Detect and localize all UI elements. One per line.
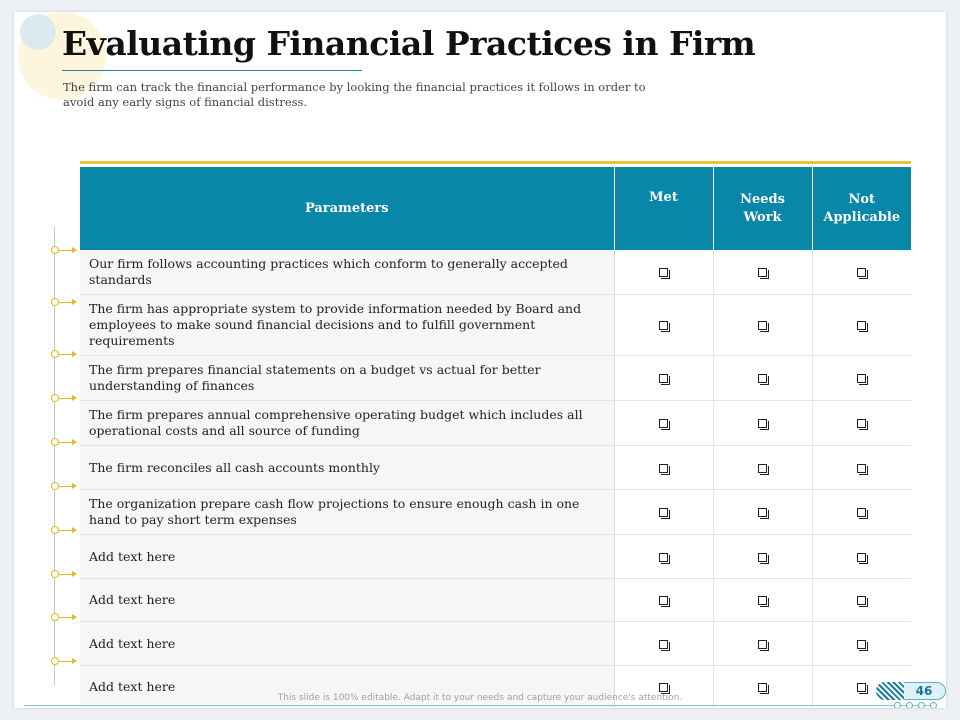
- parameter-cell: Add text here: [80, 535, 614, 579]
- table-row: [80, 535, 911, 579]
- page-hatch-decor: [876, 682, 904, 700]
- slide: [14, 12, 946, 708]
- header-parameters: Parameters: [80, 167, 614, 250]
- decor-circle-small: [20, 14, 56, 50]
- checkbox-cell-needs-work: [713, 490, 812, 535]
- arrow-connector-icon: [51, 526, 81, 534]
- checkbox-icon[interactable]: [659, 508, 668, 517]
- parameter-cell: The firm reconciles all cash accounts monthly: [80, 446, 614, 490]
- header-needs-work: [713, 167, 812, 250]
- practices-table: [80, 167, 911, 708]
- table-row: [80, 401, 911, 446]
- subtitle: The firm can track the financial performance by looking the financial practices it follows in order to avoid any early signs of financial distress.: [63, 80, 646, 109]
- checkbox-icon[interactable]: [857, 268, 866, 277]
- checkbox-cell-met: [614, 446, 713, 490]
- checkbox-cell-not-applicable: [812, 579, 911, 622]
- checkbox-cell-met: [614, 490, 713, 535]
- table-row: [80, 446, 911, 490]
- checkbox-cell-met: [614, 356, 713, 401]
- arrow-connector-icon: [51, 350, 81, 358]
- page-dots-decor: [892, 702, 944, 708]
- checkbox-icon[interactable]: [758, 321, 767, 330]
- table-row: [80, 356, 911, 401]
- checkbox-icon[interactable]: [659, 596, 668, 605]
- page-number: 46: [915, 684, 933, 698]
- footer-line: [24, 705, 934, 706]
- checkbox-cell-met: [614, 295, 713, 356]
- checkbox-cell-not-applicable: [812, 356, 911, 401]
- checkbox-icon[interactable]: [857, 464, 866, 473]
- parameter-cell: Add text here: [80, 666, 614, 709]
- checkbox-cell-needs-work: [713, 446, 812, 490]
- checkbox-cell-not-applicable: [812, 446, 911, 490]
- arrow-connector-icon: [51, 298, 81, 306]
- checkbox-icon[interactable]: [659, 268, 668, 277]
- checkbox-icon[interactable]: [659, 553, 668, 562]
- checkbox-cell-met: [614, 401, 713, 446]
- parameter-cell: The firm prepares financial statements on a budget vs actual for better understanding of finances: [80, 356, 614, 401]
- header-needs-work-label: Needs Work: [740, 191, 785, 225]
- arrow-connector-icon: [51, 482, 81, 490]
- checkbox-icon[interactable]: [758, 374, 767, 383]
- checkbox-cell-not-applicable: [812, 535, 911, 579]
- checkbox-cell-not-applicable: [812, 490, 911, 535]
- checkbox-cell-needs-work: [713, 295, 812, 356]
- checkbox-icon[interactable]: [857, 374, 866, 383]
- parameter-cell: The firm prepares annual comprehensive operating budget which includes all operational costs and all source of funding: [80, 401, 614, 446]
- checkbox-icon[interactable]: [857, 419, 866, 428]
- checkbox-cell-not-applicable: [812, 295, 911, 356]
- checkbox-icon[interactable]: [857, 640, 866, 649]
- table-row: [80, 579, 911, 622]
- checkbox-icon[interactable]: [758, 596, 767, 605]
- checkbox-icon[interactable]: [758, 553, 767, 562]
- checkbox-icon[interactable]: [659, 683, 668, 692]
- checkbox-icon[interactable]: [758, 640, 767, 649]
- checkbox-icon[interactable]: [659, 321, 668, 330]
- checkbox-icon[interactable]: [758, 683, 767, 692]
- checkbox-cell-met: [614, 579, 713, 622]
- parameter-cell: The organization prepare cash flow projections to ensure enough cash in one hand to pay short term expenses: [80, 490, 614, 535]
- table-row: [80, 490, 911, 535]
- checkbox-icon[interactable]: [758, 419, 767, 428]
- checkbox-cell-met: [614, 535, 713, 579]
- accent-bar: [80, 161, 911, 164]
- table-header-row: [80, 167, 911, 250]
- footer-note: This slide is 100% editable. Adapt it to your needs and capture your audience's attention.: [277, 693, 683, 703]
- checkbox-icon[interactable]: [758, 508, 767, 517]
- table-row: [80, 622, 911, 666]
- arrow-connector-icon: [51, 394, 81, 402]
- header-met: Met: [614, 167, 713, 250]
- checkbox-icon[interactable]: [659, 464, 668, 473]
- arrow-connector-icon: [51, 613, 81, 621]
- checkbox-cell-met: [614, 250, 713, 295]
- checkbox-cell-met: [614, 622, 713, 666]
- parameter-cell: Add text here: [80, 579, 614, 622]
- checkbox-icon[interactable]: [659, 374, 668, 383]
- checkbox-cell-needs-work: [713, 401, 812, 446]
- parameter-cell: Add text here: [80, 622, 614, 666]
- checkbox-cell-not-applicable: [812, 250, 911, 295]
- parameter-cell: The firm has appropriate system to provide information needed by Board and employees to make sound financial decisions and to fulfill government requirements: [80, 295, 614, 356]
- arrow-connector-icon: [51, 246, 81, 254]
- checkbox-cell-needs-work: [713, 622, 812, 666]
- checkbox-icon[interactable]: [758, 464, 767, 473]
- checkbox-icon[interactable]: [857, 321, 866, 330]
- checkbox-cell-not-applicable: [812, 622, 911, 666]
- checkbox-cell-not-applicable: [812, 401, 911, 446]
- parameter-cell: Our firm follows accounting practices which conform to generally accepted standards: [80, 250, 614, 295]
- checkbox-icon[interactable]: [857, 683, 866, 692]
- header-not-applicable-label: Not Applicable: [823, 191, 901, 225]
- checkbox-icon[interactable]: [857, 508, 866, 517]
- checkbox-icon[interactable]: [857, 596, 866, 605]
- checkbox-icon[interactable]: [758, 268, 767, 277]
- header-not-applicable: [812, 167, 911, 250]
- table-row: [80, 250, 911, 295]
- arrow-connector-icon: [51, 657, 81, 665]
- table-row: [80, 295, 911, 356]
- title-underline: [62, 70, 362, 71]
- checkbox-icon[interactable]: [659, 419, 668, 428]
- arrow-connector-icon: [51, 570, 81, 578]
- checkbox-cell-needs-work: [713, 579, 812, 622]
- checkbox-icon[interactable]: [659, 640, 668, 649]
- checkbox-cell-needs-work: [713, 356, 812, 401]
- checkbox-icon[interactable]: [857, 553, 866, 562]
- checkbox-cell-needs-work: [713, 535, 812, 579]
- page-title: Evaluating Financial Practices in Firm: [62, 24, 756, 63]
- checkbox-cell-needs-work: [713, 250, 812, 295]
- arrow-connector-icon: [51, 438, 81, 446]
